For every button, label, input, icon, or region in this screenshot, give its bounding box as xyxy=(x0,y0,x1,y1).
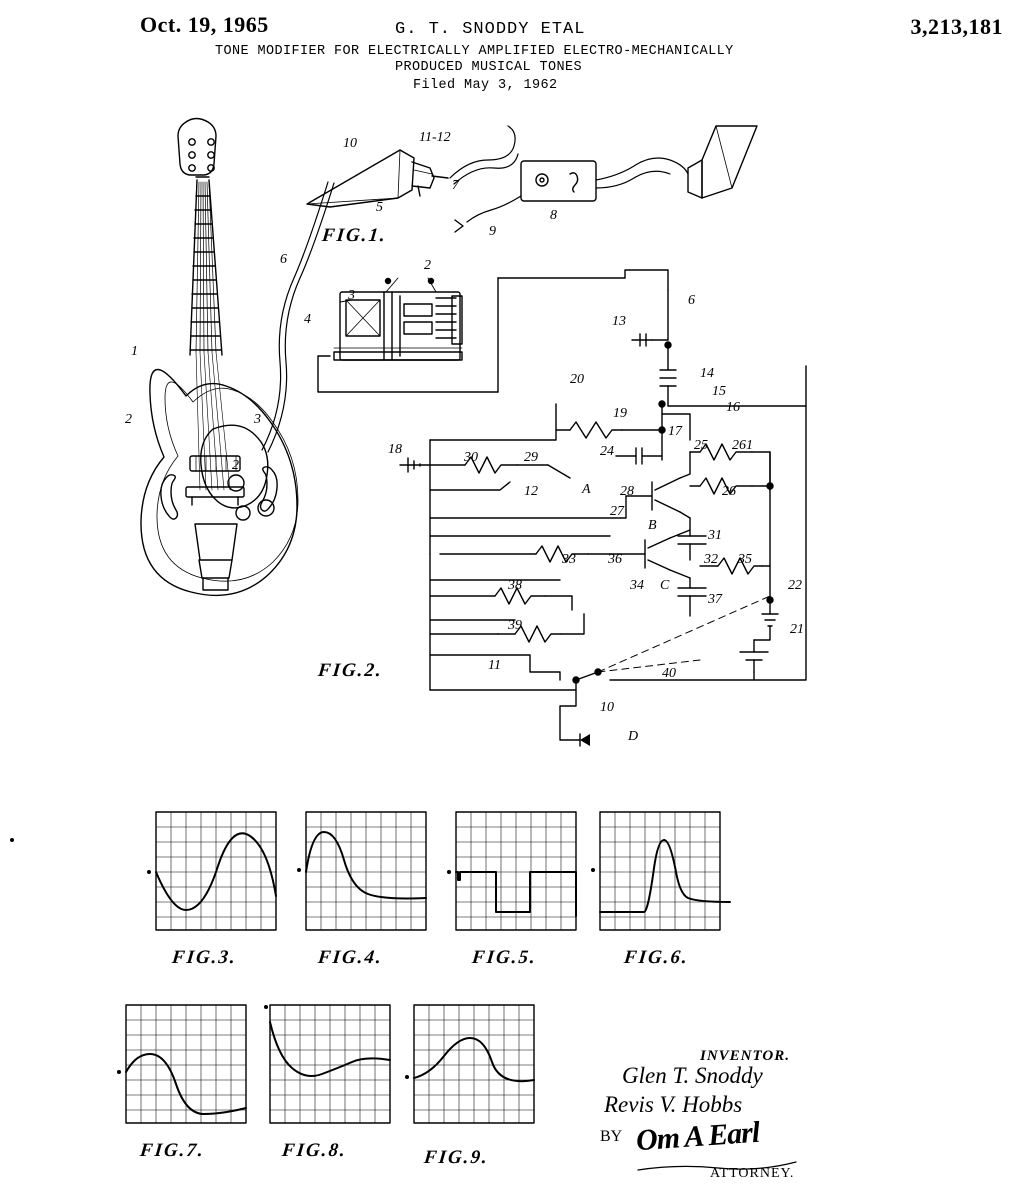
page-corner-mark xyxy=(10,838,14,842)
ref-numeral-39: 39 xyxy=(508,618,522,633)
ref-numeral-1: 1 xyxy=(131,344,138,359)
ref-numeral-21: 21 xyxy=(790,622,804,637)
figure-label-fig7: FIG.7. xyxy=(138,1140,206,1161)
ref-numeral-15: 15 xyxy=(712,384,726,399)
ref-numeral-B: B xyxy=(648,518,657,533)
ref-numeral-31: 31 xyxy=(708,528,722,543)
ref-numeral-37: 37 xyxy=(708,592,722,607)
ref-numeral-7: 7 xyxy=(452,178,459,193)
figure-label-fig5: FIG.5. xyxy=(470,947,538,968)
ref-numeral-38: 38 xyxy=(508,578,522,593)
ref-numeral-18: 18 xyxy=(388,442,402,457)
figure-label-fig4: FIG.4. xyxy=(316,947,384,968)
ref-numeral-26: 26 xyxy=(722,484,736,499)
by-label: BY xyxy=(600,1128,623,1145)
patent-number: 3,213,181 xyxy=(910,14,1003,39)
ref-numeral-27: 27 xyxy=(610,504,624,519)
ref-numeral-8: 8 xyxy=(550,208,557,223)
patent-filed-date: Filed May 3, 1962 xyxy=(413,78,558,93)
ref-numeral-2-pickup: 2 xyxy=(232,458,239,473)
ref-numeral-D: D xyxy=(628,729,639,744)
origin-marker-fig3 xyxy=(147,870,151,874)
ref-numeral-4-inset: 4 xyxy=(304,312,311,327)
origin-marker-fig6 xyxy=(591,868,595,872)
figure-label-fig9: FIG.9. xyxy=(422,1147,490,1168)
origin-marker-fig7 xyxy=(117,1070,121,1074)
ref-numeral-25: 25 xyxy=(694,438,708,453)
ref-numeral-13: 13 xyxy=(612,314,626,329)
ref-numeral-28: 28 xyxy=(620,484,634,499)
ref-numeral-6-fig1: 6 xyxy=(280,252,287,267)
ref-numeral-11-12: 11-12 xyxy=(419,130,451,145)
ref-numeral-261: 261 xyxy=(732,438,753,453)
ref-numeral-C: C xyxy=(660,578,670,593)
origin-marker-fig8 xyxy=(264,1005,268,1009)
ref-numeral-33: 33 xyxy=(562,552,576,567)
ref-numeral-A: A xyxy=(582,482,591,497)
origin-marker-fig9 xyxy=(405,1075,409,1079)
ref-numeral-11-fig2: 11 xyxy=(488,658,501,673)
ref-numeral-35: 35 xyxy=(738,552,752,567)
ref-numeral-3-body: 3 xyxy=(254,412,261,427)
ref-numeral-2-inset: 2 xyxy=(424,258,431,273)
ref-numeral-40: 40 xyxy=(662,666,676,681)
ref-numeral-12: 12 xyxy=(524,484,538,499)
attorney-signature: Om A Earl xyxy=(634,1115,761,1158)
ref-numeral-34: 34 xyxy=(630,578,644,593)
attorney-label: ATTORNEY. xyxy=(710,1166,795,1181)
ref-numeral-6-fig2: 6 xyxy=(688,293,695,308)
inventor-name-2: Revis V. Hobbs xyxy=(604,1092,743,1117)
ref-numeral-16: 16 xyxy=(726,400,740,415)
ref-numeral-22: 22 xyxy=(788,578,802,593)
inventor-name-1: Glen T. Snoddy xyxy=(622,1063,763,1088)
ref-numeral-30: 30 xyxy=(464,450,478,465)
ref-numeral-32: 32 xyxy=(704,552,718,567)
ref-numeral-29: 29 xyxy=(524,450,538,465)
ref-numeral-9: 9 xyxy=(489,224,496,239)
origin-marker-fig4 xyxy=(297,868,301,872)
figure-label-fig1: FIG.1. xyxy=(320,225,388,246)
figure-label-fig3: FIG.3. xyxy=(170,947,238,968)
figure-label-fig6: FIG.6. xyxy=(622,947,690,968)
ref-numeral-10-fig2: 10 xyxy=(600,700,614,715)
ref-numeral-36: 36 xyxy=(608,552,622,567)
figure-label-fig8: FIG.8. xyxy=(280,1140,348,1161)
ref-numeral-14: 14 xyxy=(700,366,714,381)
ref-numeral-20: 20 xyxy=(570,372,584,387)
inventor-label: INVENTOR. xyxy=(700,1048,790,1064)
patent-title-line-1: TONE MODIFIER FOR ELECTRICALLY AMPLIFIED ELECTRO-MECHANICALLY xyxy=(215,44,734,59)
ref-numeral-19: 19 xyxy=(613,406,627,421)
ref-numeral-3-inset: 3 xyxy=(348,288,355,303)
figure-label-fig2: FIG.2. xyxy=(316,660,384,681)
ref-numeral-24: 24 xyxy=(600,444,614,459)
ref-numeral-2-body: 2 xyxy=(125,412,132,427)
ref-numeral-17: 17 xyxy=(668,424,682,439)
origin-marker-fig5 xyxy=(447,870,451,874)
patent-inventors-header: G. T. SNODDY ETAL xyxy=(395,20,586,39)
patent-date: Oct. 19, 1965 xyxy=(140,12,269,37)
ref-numeral-5: 5 xyxy=(376,200,383,215)
ref-numeral-10-fig1: 10 xyxy=(343,136,357,151)
patent-title-line-2: PRODUCED MUSICAL TONES xyxy=(395,60,583,75)
